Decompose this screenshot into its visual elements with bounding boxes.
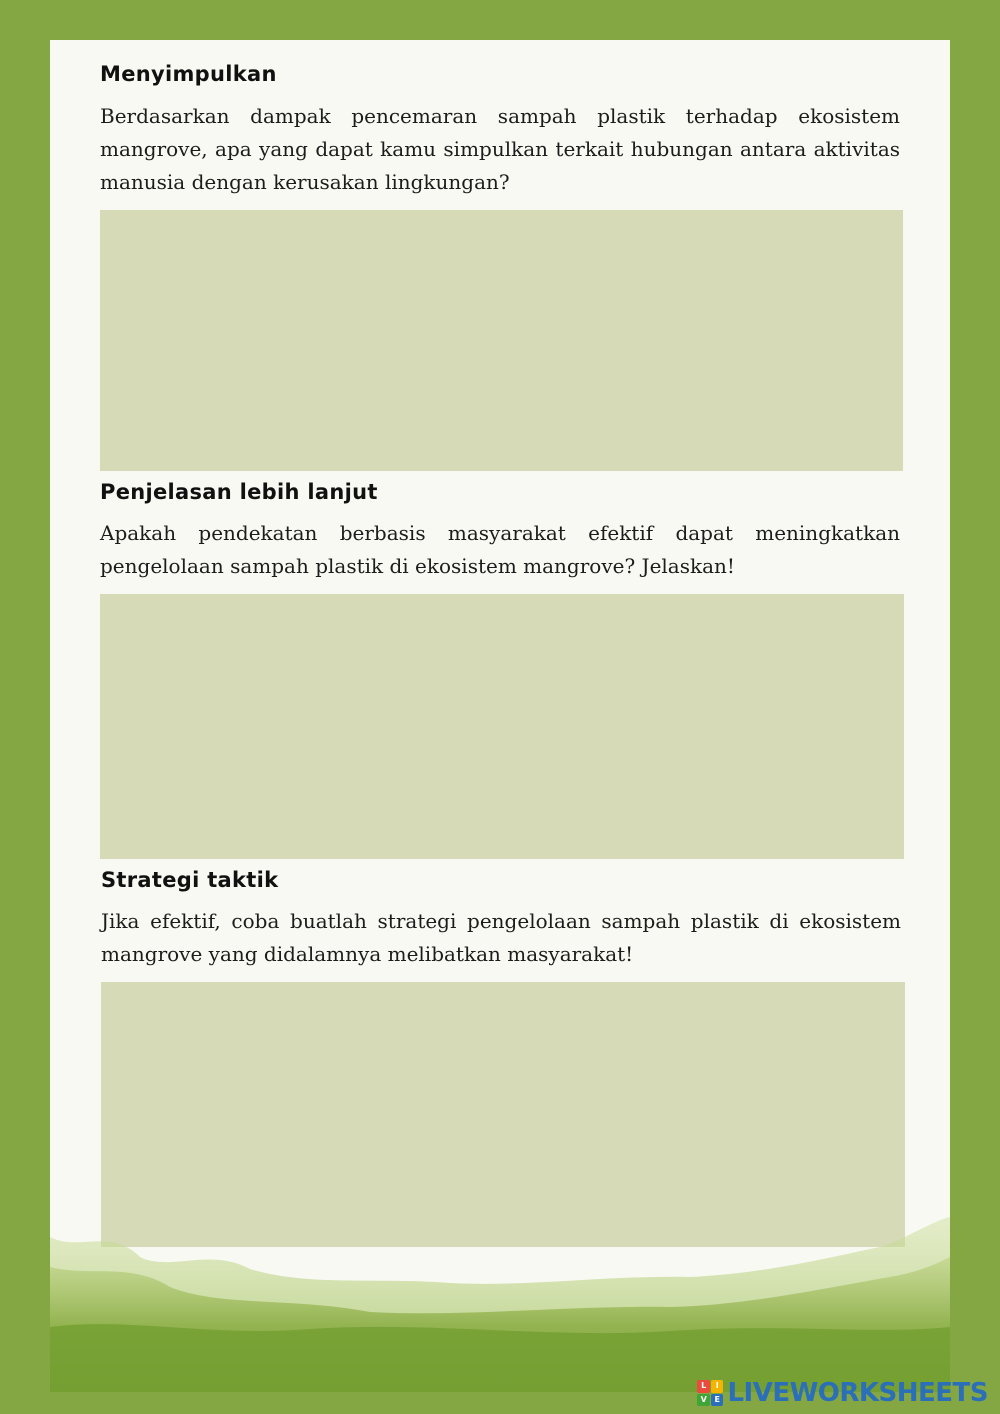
question-menyimpulkan: Berdasarkan dampak pencemaran sampah plastik terhadap ekosistem mangrove, apa yang dapat kamu simpulkan terkait hubungan antara aktivitas manusia dengan kerusakan lingkungan?	[100, 104, 900, 194]
answer-box-menyimpulkan[interactable]	[100, 210, 903, 471]
question-strategi: Jika efektif, coba buatlah strategi pengelolaan sampah plastik di ekosistem mangrove yang didalamnya melibatkan masyarakat!	[101, 909, 901, 966]
section-title-strategi: Strategi taktik	[101, 868, 279, 892]
liveworksheets-logo-icon	[697, 1380, 723, 1406]
answer-box-strategi[interactable]	[101, 982, 905, 1247]
logo-letter: V	[697, 1394, 710, 1407]
liveworksheets-watermark	[697, 1378, 988, 1408]
logo-letter: E	[711, 1394, 724, 1407]
section-title-penjelasan: Penjelasan lebih lanjut	[100, 480, 378, 504]
worksheet-page	[50, 40, 950, 1392]
question-penjelasan: Apakah pendekatan berbasis masyarakat efektif dapat meningkatkan pengelolaan sampah plastik di ekosistem mangrove? Jelaskan!	[100, 521, 900, 578]
watermark-text: LIVEWORKSHEETS	[727, 1378, 988, 1408]
answer-box-penjelasan[interactable]	[100, 594, 904, 859]
logo-letter: L	[697, 1380, 710, 1393]
section-title-menyimpulkan: Menyimpulkan	[100, 62, 277, 86]
logo-letter: I	[711, 1380, 724, 1393]
grass-decoration	[50, 1217, 950, 1392]
